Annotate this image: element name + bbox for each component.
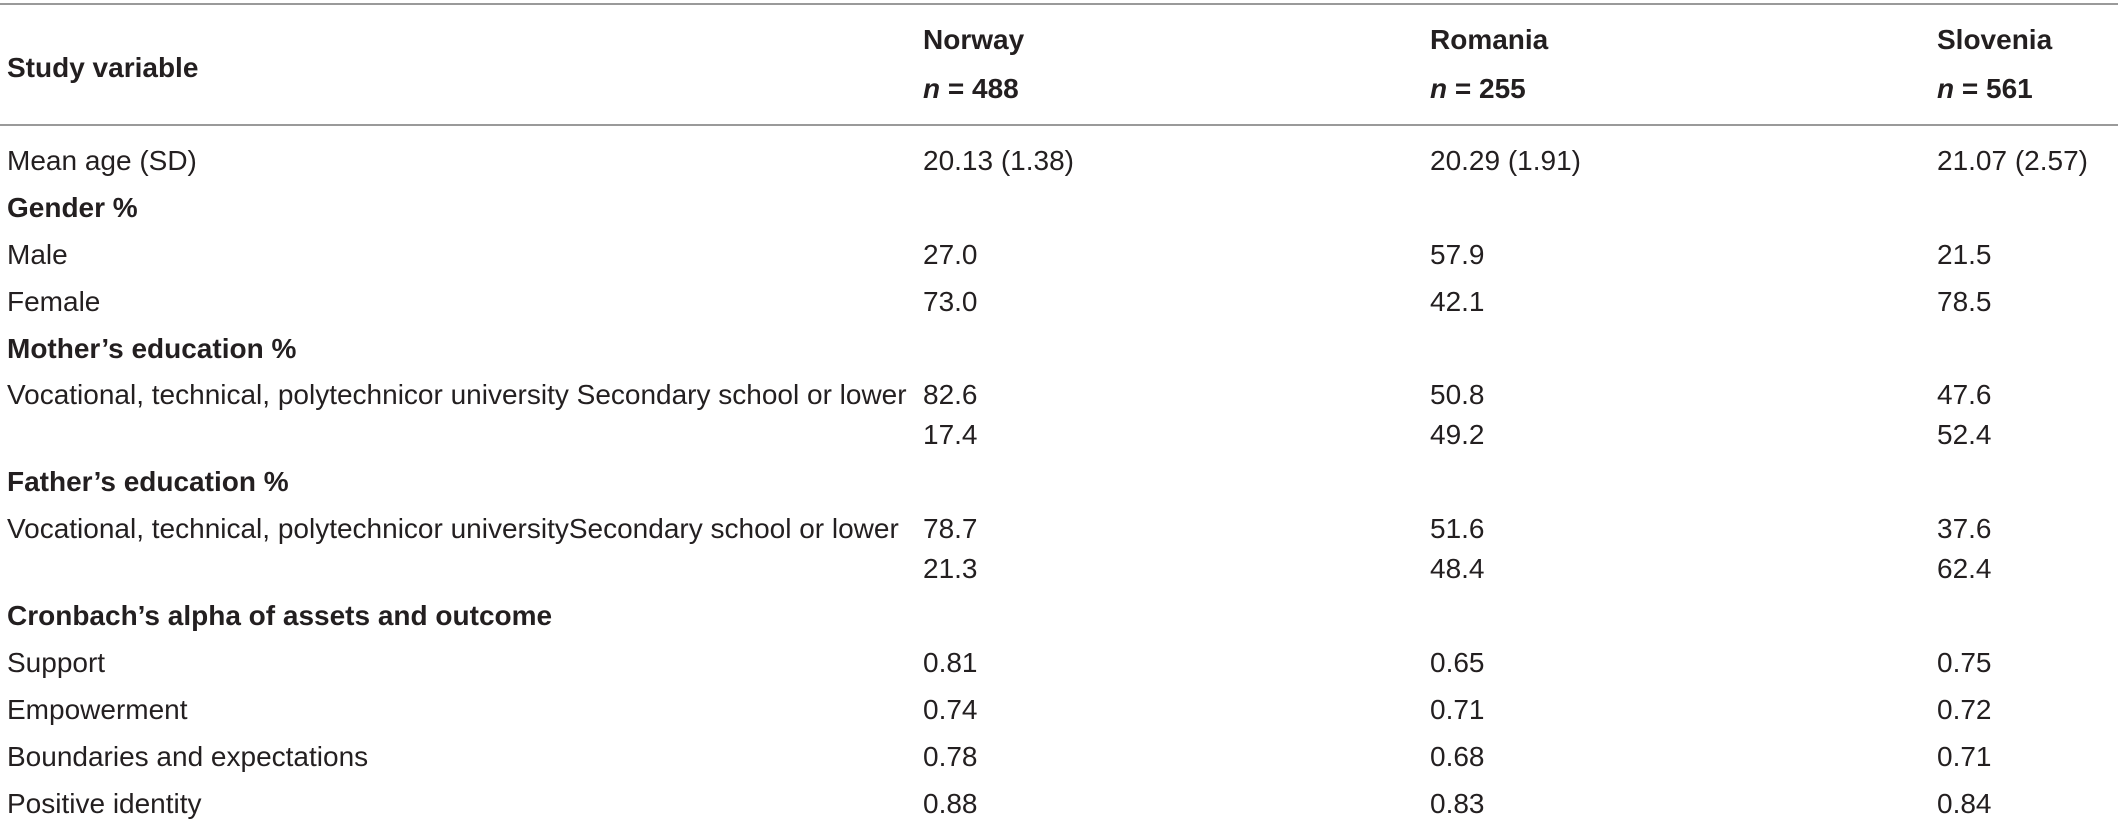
row-label: Male [7,239,68,270]
cell-slovenia: 0.75 [1937,647,1992,678]
header-n-label: n [1430,73,1448,104]
cell-slovenia: 21.07 (2.57) [1937,145,2088,176]
header-n-norway [923,72,1019,106]
value-line-2: 49.2 [1430,419,1485,450]
cell-slovenia: 0.84 [1937,788,1992,819]
row-label: Vocational, technical, polytechnicor universitySecondary school or lower [7,513,899,544]
table-row [0,285,2118,332]
value-line-2: 62.4 [1937,553,1992,584]
header-n-value: = 561 [1961,73,2033,104]
cell-norway: 0.88 [923,788,978,819]
header-n-label: n [923,73,941,104]
value-line-2: 52.4 [1937,419,1992,450]
header-n-value: = 255 [1454,73,1526,104]
header-n-slovenia [1937,72,2033,106]
value-line-1: 78.7 [923,513,978,544]
row-label: Female [7,286,101,317]
table-row [0,512,2118,592]
header-n-romania [1430,72,1526,106]
table-row [0,465,2118,512]
header-country-slovenia: Slovenia [1937,24,2053,55]
cell-romania: 20.29 (1.91) [1430,145,1581,176]
section-heading: Father’s education % [7,466,289,497]
table-row [0,693,2118,740]
cell-slovenia: 0.72 [1937,694,1992,725]
cell-norway: 73.0 [923,286,978,317]
row-label: Mean age (SD) [7,145,197,176]
table-row [0,378,2118,458]
table-row [0,646,2118,693]
value-line-2: 48.4 [1430,553,1485,584]
cell-norway: 0.81 [923,647,978,678]
cell-romania [1430,378,1485,452]
cell-romania: 0.68 [1430,741,1485,772]
cell-norway: 20.13 (1.38) [923,145,1074,176]
value-line-1: 82.6 [923,379,978,410]
header-study-variable: Study variable [7,52,199,83]
cell-norway: 0.74 [923,694,978,725]
cell-slovenia: 0.71 [1937,741,1992,772]
table-top-rule [0,3,2118,5]
header-bottom-rule [0,124,2118,126]
row-label: Positive identity [7,788,202,819]
row-label: Empowerment [7,694,188,725]
table-row [0,191,2118,238]
cell-romania: 57.9 [1430,239,1485,270]
table-row [0,332,2118,379]
section-heading: Cronbach’s alpha of assets and outcome [7,600,553,631]
section-heading: Gender % [7,192,138,223]
value-line-1: 50.8 [1430,379,1485,410]
header-country-romania: Romania [1430,24,1549,55]
row-label: Boundaries and expectations [7,741,369,772]
table-row [0,599,2118,646]
value-line-1: 51.6 [1430,513,1485,544]
cell-norway [923,512,978,586]
table-row [0,740,2118,787]
cell-norway [923,378,978,452]
value-line-2: 21.3 [923,553,978,584]
cell-romania: 0.83 [1430,788,1485,819]
cell-romania [1430,512,1485,586]
cell-norway: 0.78 [923,741,978,772]
cell-slovenia [1937,378,1992,452]
row-label: Vocational, technical, polytechnicor university Secondary school or lower [7,379,907,410]
cell-slovenia: 78.5 [1937,286,1992,317]
table-row [0,787,2118,825]
row-label: Support [7,647,106,678]
cell-romania: 42.1 [1430,286,1485,317]
value-line-1: 37.6 [1937,513,1992,544]
cell-romania: 0.65 [1430,647,1485,678]
header-country-norway: Norway [923,24,1025,55]
cell-slovenia [1937,512,1992,586]
header-n-value: = 488 [947,73,1019,104]
table-row [0,144,2118,191]
section-heading: Mother’s education % [7,333,297,364]
cell-romania: 0.71 [1430,694,1485,725]
header-n-label: n [1937,73,1955,104]
cell-slovenia: 21.5 [1937,239,1992,270]
table-row [0,238,2118,285]
value-line-1: 47.6 [1937,379,1992,410]
cell-norway: 27.0 [923,239,978,270]
value-line-2: 17.4 [923,419,978,450]
